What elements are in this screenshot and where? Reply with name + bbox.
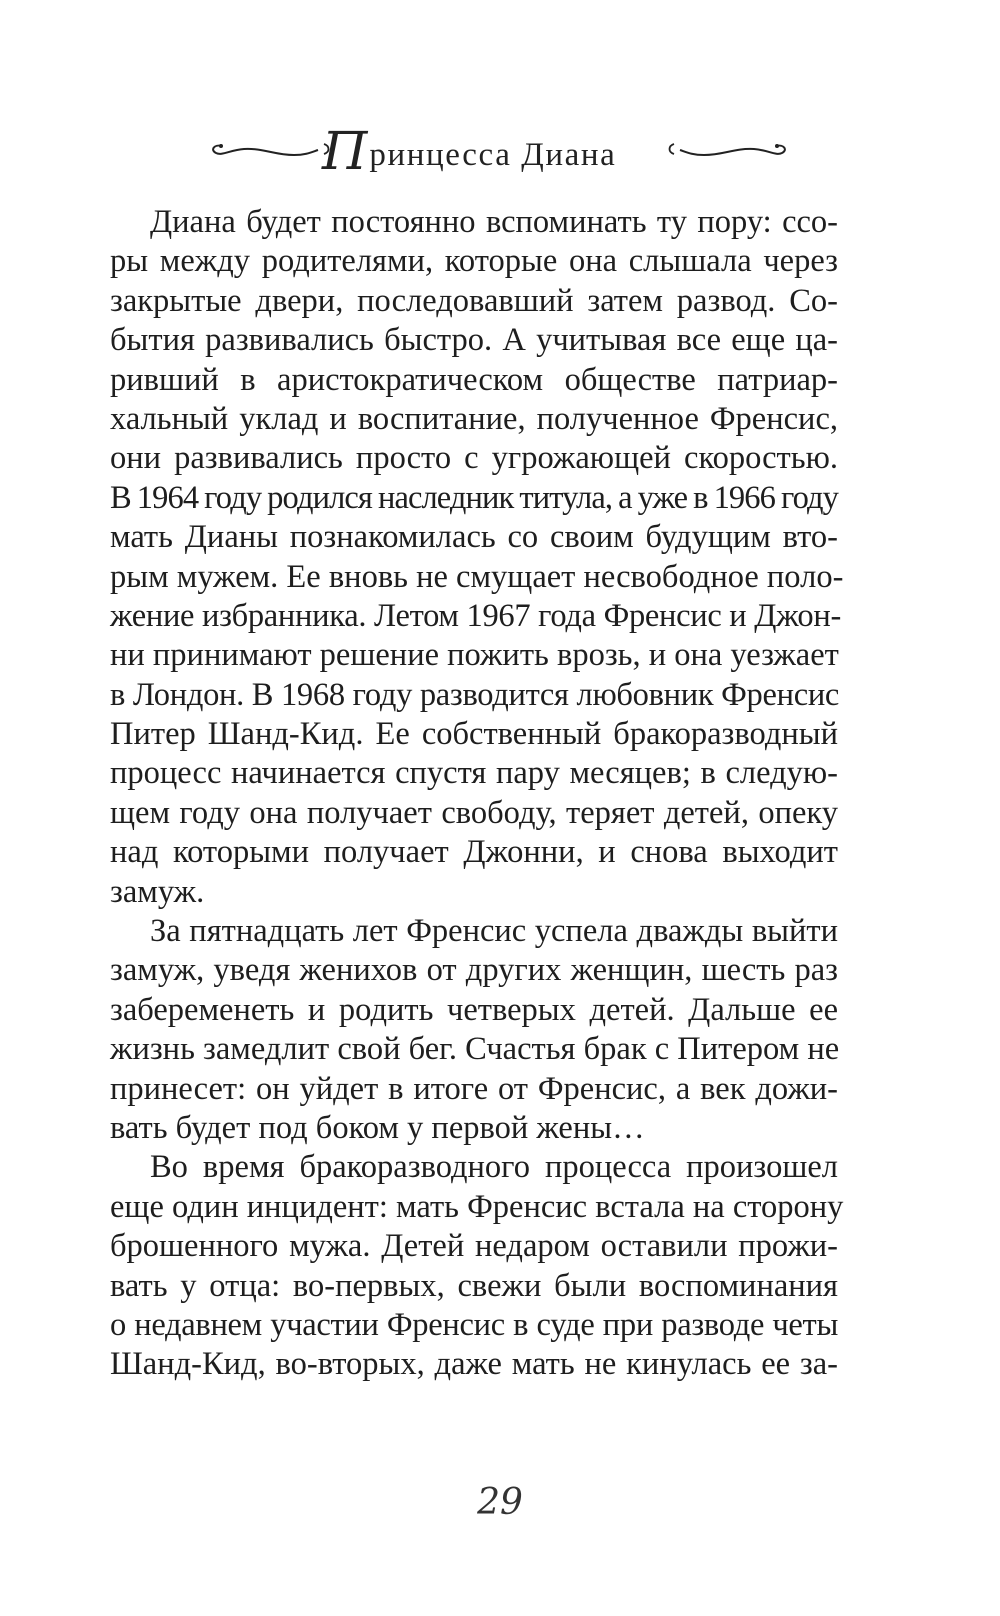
text-line: замуж, уведя женихов от других женщин, шесть раз	[110, 952, 838, 989]
text-line: За пятнадцать лет Френсис успела дважды выйти	[150, 913, 838, 950]
running-title-initial: П	[322, 122, 368, 182]
text-line: о недавнем участии Френсис в суде при разводе четы	[110, 1306, 838, 1343]
text-line: они развивались просто с угрожающей скоростью.	[110, 440, 838, 477]
text-line: рым мужем. Ее вновь не смущает несвободное поло-	[110, 558, 844, 595]
text-line: жение избранника. Летом 1967 года Френсис и Джон-	[110, 597, 841, 634]
text-line: щем году она получает свободу, теряет детей, опеку	[110, 794, 838, 831]
text-line: бытия развивались быстро. А учитывая все еще ца-	[110, 322, 838, 359]
text-line: замуж.	[110, 873, 205, 910]
text-line: ривший в аристократическом обществе патриар-	[110, 361, 838, 398]
text-line: Диана будет постоянно вспоминать ту пору: ссо-	[150, 204, 838, 240]
running-title-text: ринцесса Диана	[369, 137, 617, 173]
running-header	[0, 118, 1000, 182]
text-line: вать будет под боком у первой жены…	[110, 1109, 645, 1146]
text-line: забеременеть и родить четверых детей. Дальше ее	[110, 991, 838, 1028]
text-line: вать у отца: во-первых, свежи были воспоминания	[110, 1267, 838, 1304]
text-line: Шанд-Кид, во-вторых, даже мать не кинулась ее за-	[110, 1346, 838, 1383]
text-line: в Лондон. В 1968 году разводится любовник Френсис	[110, 676, 840, 713]
right-flourish-ornament	[650, 136, 790, 162]
text-line: процесс начинается спустя пару месяцев; в следую-	[110, 755, 838, 792]
text-line: хальный уклад и воспитание, полученное Френсис,	[110, 400, 838, 437]
text-line: еще один инцидент: мать Френсис встала на сторону	[110, 1188, 844, 1225]
running-title	[322, 122, 616, 182]
text-line: Питер Шанд-Кид. Ее собственный бракоразводный	[110, 716, 838, 753]
text-line: Во время бракоразводного процесса произошел	[150, 1149, 838, 1186]
text-line: мать Дианы познакомилась со своим будущим вто-	[110, 519, 838, 556]
text-line: жизнь замедлит свой бег. Счастья брак с Питером не	[110, 1031, 840, 1068]
page-number: 29	[477, 1482, 523, 1523]
text-line: В 1964 году родился наследник титула, а уже в 1966 году	[110, 479, 838, 516]
text-line: над которыми получает Джонни, и снова выходит	[110, 834, 838, 871]
text-line: ни принимают решение пожить врозь, и она уезжает	[110, 637, 839, 674]
text-line: принесет: он уйдет в итоге от Френсис, а век дожи-	[110, 1070, 838, 1107]
text-line: брошенного мужа. Детей недаром оставили прожи-	[110, 1228, 838, 1265]
text-line: закрытые двери, последовавший затем развод. Со-	[110, 282, 838, 319]
text-line: ры между родителями, которые она слышала через	[110, 243, 838, 280]
body-text	[110, 203, 844, 1385]
